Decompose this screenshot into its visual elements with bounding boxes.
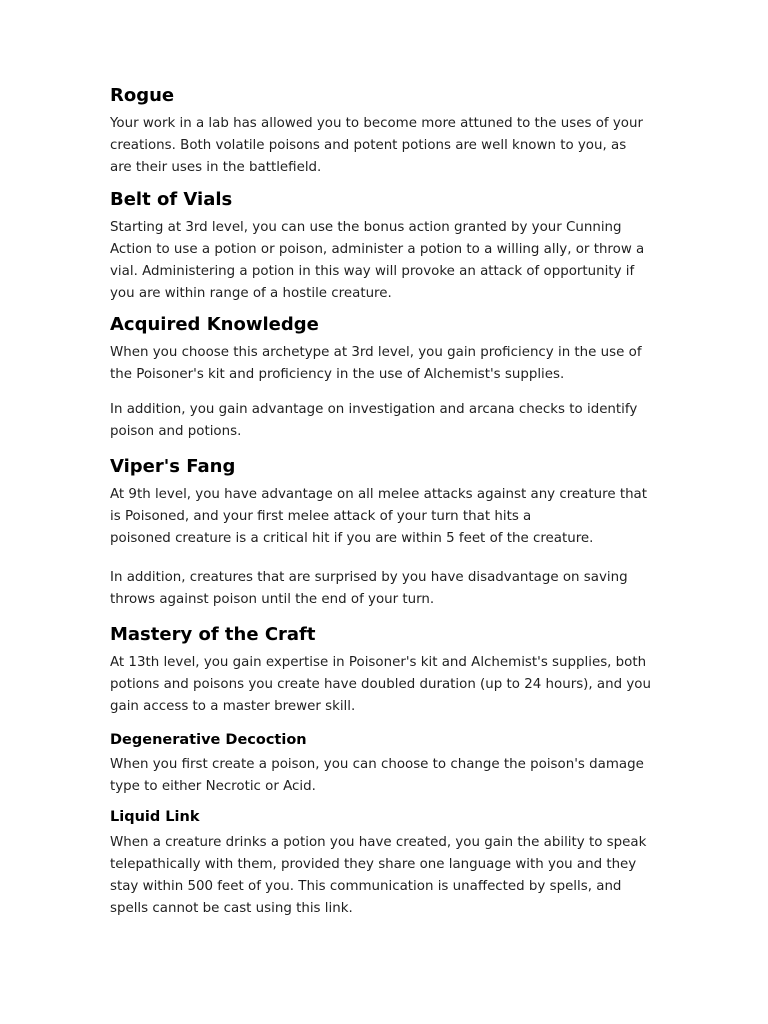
heading-mastery-of-the-craft: Mastery of the Craft — [110, 624, 316, 645]
text-line: you are within range of a hostile creature. — [110, 286, 392, 301]
paragraph-rogue — [110, 113, 643, 179]
heading-rogue: Rogue — [110, 85, 175, 106]
heading-degenerative-decoction: Degenerative Decoction — [110, 732, 307, 748]
text-line: At 13th level, you gain expertise in Poisoner's kit and Alchemist's supplies, both — [110, 655, 647, 670]
text-line: throws against poison until the end of your turn. — [110, 592, 435, 607]
text-line: When you choose this archetype at 3rd level, you gain proficiency in the use of — [110, 345, 642, 360]
text-line: stay within 500 feet of you. This communication is unaffected by spells, and — [110, 879, 622, 894]
text-line: gain access to a master brewer skill. — [110, 699, 356, 714]
heading-vipers-fang: Viper's Fang — [110, 456, 236, 477]
paragraph-degenerative-decoction — [110, 754, 644, 798]
paragraph-mastery-of-the-craft — [110, 652, 651, 718]
paragraph-vipers-fang-1 — [110, 484, 647, 550]
text-line: telepathically with them, provided they share one language with you and they — [110, 857, 637, 872]
text-line: potions and poisons you create have doubled duration (up to 24 hours), and you — [110, 677, 651, 692]
heading-acquired-knowledge: Acquired Knowledge — [110, 314, 319, 335]
paragraph-vipers-fang-2 — [110, 567, 628, 611]
text-line: At 9th level, you have advantage on all melee attacks against any creature that — [110, 487, 648, 502]
text-line: Action to use a potion or poison, administer a potion to a willing ally, or throw a — [110, 242, 645, 257]
paragraph-acquired-knowledge-2 — [110, 399, 637, 443]
text-line: is Poisoned, and your first melee attack of your turn that hits a — [110, 509, 532, 524]
text-line: creations. Both volatile poisons and potent potions are well known to you, as — [110, 138, 627, 153]
text-line: are their uses in the battlefield. — [110, 160, 322, 175]
text-line: the Poisoner's kit and proficiency in the use of Alchemist's supplies. — [110, 367, 565, 382]
text-line: type to either Necrotic or Acid. — [110, 779, 316, 794]
paragraph-acquired-knowledge-1 — [110, 342, 642, 386]
heading-liquid-link: Liquid Link — [110, 809, 200, 825]
text-line: In addition, you gain advantage on investigation and arcana checks to identify — [110, 402, 638, 417]
text-line: vial. Administering a potion in this way will provoke an attack of opportunity if — [110, 264, 635, 279]
paragraph-liquid-link — [110, 832, 646, 920]
text-line: Your work in a lab has allowed you to become more attuned to the uses of your — [110, 116, 643, 131]
text-line: poison and potions. — [110, 424, 242, 439]
text-line: When a creature drinks a potion you have created, you gain the ability to speak — [110, 835, 647, 850]
text-line: spells cannot be cast using this link. — [110, 901, 353, 916]
paragraph-belt-of-vials — [110, 217, 644, 305]
text-line: Starting at 3rd level, you can use the bonus action granted by your Cunning — [110, 220, 622, 235]
text-line: poisoned creature is a critical hit if you are within 5 feet of the creature. — [110, 531, 594, 546]
heading-belt-of-vials: Belt of Vials — [110, 189, 233, 210]
text-line: In addition, creatures that are surprised by you have disadvantage on saving — [110, 570, 628, 585]
text-line: When you first create a poison, you can choose to change the poison's damage — [110, 757, 644, 772]
